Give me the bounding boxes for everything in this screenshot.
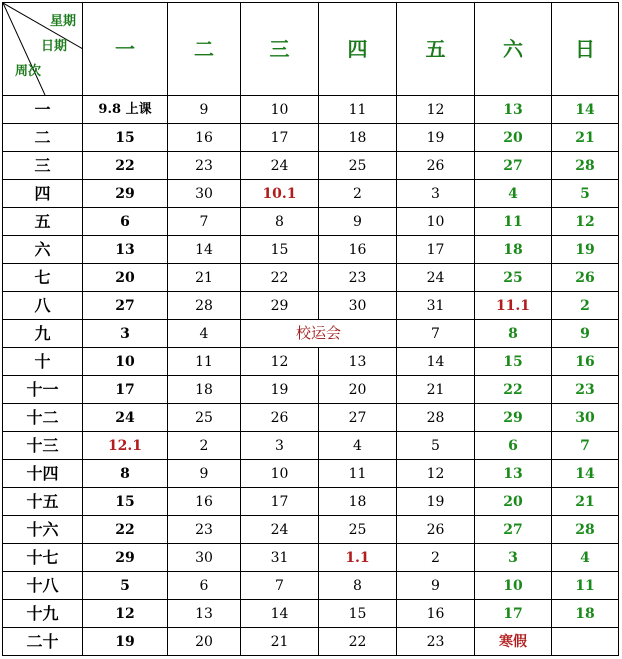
date-cell: 12 <box>397 96 475 124</box>
date-cell: 30 <box>552 404 619 432</box>
date-cell <box>552 628 619 656</box>
date-cell: 19 <box>83 628 168 656</box>
date-cell: 11 <box>319 460 397 488</box>
date-cell: 18 <box>319 124 397 152</box>
date-cell: 17 <box>241 488 319 516</box>
weekday-header-fri: 五 <box>397 3 475 96</box>
date-cell: 24 <box>83 404 168 432</box>
week-number: 十 <box>3 348 83 376</box>
date-cell: 11 <box>552 572 619 600</box>
date-cell: 18 <box>168 376 241 404</box>
date-cell: 6 <box>475 432 552 460</box>
date-cell: 28 <box>168 292 241 320</box>
date-cell: 22 <box>475 376 552 404</box>
week-number: 十九 <box>3 600 83 628</box>
date-cell: 5 <box>397 432 475 460</box>
date-cell: 13 <box>475 460 552 488</box>
date-cell: 22 <box>83 516 168 544</box>
date-cell: 11.1 <box>475 292 552 320</box>
date-cell: 15 <box>83 124 168 152</box>
date-cell: 7 <box>397 320 475 348</box>
date-cell: 5 <box>552 180 619 208</box>
date-cell: 31 <box>241 544 319 572</box>
weekday-header-mon: 一 <box>83 3 168 96</box>
week-number: 八 <box>3 292 83 320</box>
date-cell: 12 <box>241 348 319 376</box>
date-cell: 28 <box>397 404 475 432</box>
date-cell: 19 <box>397 124 475 152</box>
date-cell: 7 <box>168 208 241 236</box>
week-number: 七 <box>3 264 83 292</box>
week-number: 十一 <box>3 376 83 404</box>
table-row <box>3 124 619 152</box>
date-cell: 30 <box>319 292 397 320</box>
date-cell: 7 <box>552 432 619 460</box>
winter-break-cell: 寒假 <box>475 628 552 656</box>
sports-meet-cell: 校运会 <box>241 320 397 348</box>
date-cell: 28 <box>552 152 619 180</box>
week-number: 六 <box>3 236 83 264</box>
date-cell: 27 <box>319 404 397 432</box>
date-cell: 29 <box>83 544 168 572</box>
date-cell: 13 <box>83 236 168 264</box>
date-cell: 9 <box>397 572 475 600</box>
date-cell: 30 <box>168 180 241 208</box>
date-cell: 3 <box>241 432 319 460</box>
date-cell: 29 <box>83 180 168 208</box>
date-cell: 20 <box>319 376 397 404</box>
corner-weekday-label: 星期 <box>49 14 76 29</box>
date-cell: 11 <box>475 208 552 236</box>
date-cell: 19 <box>397 488 475 516</box>
date-cell: 13 <box>319 348 397 376</box>
date-cell: 21 <box>168 264 241 292</box>
week-number: 二十 <box>3 628 83 656</box>
date-cell: 26 <box>552 264 619 292</box>
date-cell: 16 <box>397 600 475 628</box>
date-cell: 16 <box>552 348 619 376</box>
date-cell: 24 <box>241 516 319 544</box>
date-cell: 15 <box>83 488 168 516</box>
date-cell: 20 <box>475 124 552 152</box>
week-number: 十五 <box>3 488 83 516</box>
date-cell: 24 <box>397 264 475 292</box>
date-cell: 3 <box>475 544 552 572</box>
date-cell: 19 <box>241 376 319 404</box>
table-row <box>3 544 619 572</box>
date-cell: 16 <box>319 236 397 264</box>
date-cell: 15 <box>319 600 397 628</box>
date-cell: 23 <box>397 628 475 656</box>
date-cell: 9 <box>168 96 241 124</box>
date-cell: 10 <box>241 460 319 488</box>
date-cell: 8 <box>83 460 168 488</box>
date-cell: 25 <box>475 264 552 292</box>
date-cell: 27 <box>475 516 552 544</box>
date-cell: 4 <box>475 180 552 208</box>
date-cell: 27 <box>475 152 552 180</box>
date-cell: 20 <box>475 488 552 516</box>
date-cell: 10 <box>241 96 319 124</box>
date-cell: 18 <box>319 488 397 516</box>
date-cell: 10 <box>475 572 552 600</box>
date-cell: 2 <box>319 180 397 208</box>
school-calendar-table <box>2 2 619 656</box>
date-cell: 17 <box>83 376 168 404</box>
date-cell: 14 <box>168 236 241 264</box>
table-row <box>3 348 619 376</box>
date-cell: 8 <box>319 572 397 600</box>
date-cell: 17 <box>241 124 319 152</box>
date-cell: 10.1 <box>241 180 319 208</box>
week-number: 五 <box>3 208 83 236</box>
date-cell: 26 <box>397 152 475 180</box>
table-row <box>3 320 619 348</box>
date-cell: 24 <box>241 152 319 180</box>
corner-week-label: 周次 <box>15 64 42 79</box>
date-cell: 14 <box>241 600 319 628</box>
date-cell: 8 <box>475 320 552 348</box>
date-cell: 19 <box>552 236 619 264</box>
date-cell: 16 <box>168 124 241 152</box>
date-cell: 22 <box>83 152 168 180</box>
date-cell: 23 <box>319 264 397 292</box>
date-cell: 25 <box>319 516 397 544</box>
date-cell: 26 <box>241 404 319 432</box>
date-cell: 3 <box>397 180 475 208</box>
date-cell: 23 <box>552 376 619 404</box>
weekday-header-sun: 日 <box>552 3 619 96</box>
header-row <box>3 3 619 96</box>
date-cell: 13 <box>475 96 552 124</box>
week-number: 十八 <box>3 572 83 600</box>
week-number: 十二 <box>3 404 83 432</box>
date-cell: 25 <box>168 404 241 432</box>
date-cell: 6 <box>168 572 241 600</box>
table-row <box>3 180 619 208</box>
date-cell: 12 <box>552 208 619 236</box>
date-cell: 14 <box>552 96 619 124</box>
date-cell: 8 <box>241 208 319 236</box>
table-row <box>3 572 619 600</box>
table-row <box>3 236 619 264</box>
date-cell: 4 <box>552 544 619 572</box>
date-cell: 26 <box>397 516 475 544</box>
date-cell: 14 <box>552 460 619 488</box>
week-number: 十六 <box>3 516 83 544</box>
date-cell: 9.8 上课 <box>83 96 168 124</box>
date-cell: 21 <box>241 628 319 656</box>
date-cell: 9 <box>552 320 619 348</box>
date-cell: 6 <box>83 208 168 236</box>
week-number: 三 <box>3 152 83 180</box>
date-cell: 30 <box>168 544 241 572</box>
date-cell: 12.1 <box>83 432 168 460</box>
date-cell: 7 <box>241 572 319 600</box>
date-cell: 2 <box>552 292 619 320</box>
date-cell: 23 <box>168 516 241 544</box>
week-number: 十七 <box>3 544 83 572</box>
date-cell: 12 <box>397 460 475 488</box>
week-number: 一 <box>3 96 83 124</box>
table-row <box>3 628 619 656</box>
date-cell: 23 <box>168 152 241 180</box>
week-number: 十四 <box>3 460 83 488</box>
weekday-header-tue: 二 <box>168 3 241 96</box>
date-cell: 9 <box>168 460 241 488</box>
date-cell: 2 <box>168 432 241 460</box>
date-cell: 22 <box>241 264 319 292</box>
table-row <box>3 516 619 544</box>
week-number: 十三 <box>3 432 83 460</box>
week-number: 二 <box>3 124 83 152</box>
date-cell: 10 <box>397 208 475 236</box>
table-row <box>3 264 619 292</box>
weekday-header-thu: 四 <box>319 3 397 96</box>
date-cell: 20 <box>168 628 241 656</box>
table-row <box>3 152 619 180</box>
date-cell: 21 <box>397 376 475 404</box>
week-number: 四 <box>3 180 83 208</box>
table-row <box>3 488 619 516</box>
table-row <box>3 432 619 460</box>
date-cell: 9 <box>319 208 397 236</box>
date-cell: 11 <box>319 96 397 124</box>
table-row <box>3 208 619 236</box>
corner-cell <box>3 3 83 96</box>
date-cell: 10 <box>83 348 168 376</box>
weekday-header-sat: 六 <box>475 3 552 96</box>
date-cell: 25 <box>319 152 397 180</box>
date-cell: 4 <box>168 320 241 348</box>
weekday-header-wed: 三 <box>241 3 319 96</box>
date-cell: 21 <box>552 124 619 152</box>
date-cell: 15 <box>475 348 552 376</box>
date-cell: 29 <box>475 404 552 432</box>
table-row <box>3 404 619 432</box>
date-cell: 21 <box>552 488 619 516</box>
date-cell: 28 <box>552 516 619 544</box>
date-cell: 4 <box>319 432 397 460</box>
week-number: 九 <box>3 320 83 348</box>
table-row <box>3 376 619 404</box>
date-cell: 15 <box>241 236 319 264</box>
table-row <box>3 292 619 320</box>
date-cell: 20 <box>83 264 168 292</box>
date-cell: 17 <box>397 236 475 264</box>
table-row <box>3 460 619 488</box>
date-cell: 12 <box>83 600 168 628</box>
corner-date-label: 日期 <box>41 39 68 54</box>
table-row <box>3 96 619 124</box>
date-cell: 5 <box>83 572 168 600</box>
date-cell: 1.1 <box>319 544 397 572</box>
date-cell: 22 <box>319 628 397 656</box>
date-cell: 2 <box>397 544 475 572</box>
date-cell: 14 <box>397 348 475 376</box>
date-cell: 17 <box>475 600 552 628</box>
date-cell: 18 <box>475 236 552 264</box>
date-cell: 13 <box>168 600 241 628</box>
table-row <box>3 600 619 628</box>
date-cell: 3 <box>83 320 168 348</box>
date-cell: 18 <box>552 600 619 628</box>
date-cell: 27 <box>83 292 168 320</box>
date-cell: 29 <box>241 292 319 320</box>
date-cell: 31 <box>397 292 475 320</box>
date-cell: 11 <box>168 348 241 376</box>
date-cell: 16 <box>168 488 241 516</box>
